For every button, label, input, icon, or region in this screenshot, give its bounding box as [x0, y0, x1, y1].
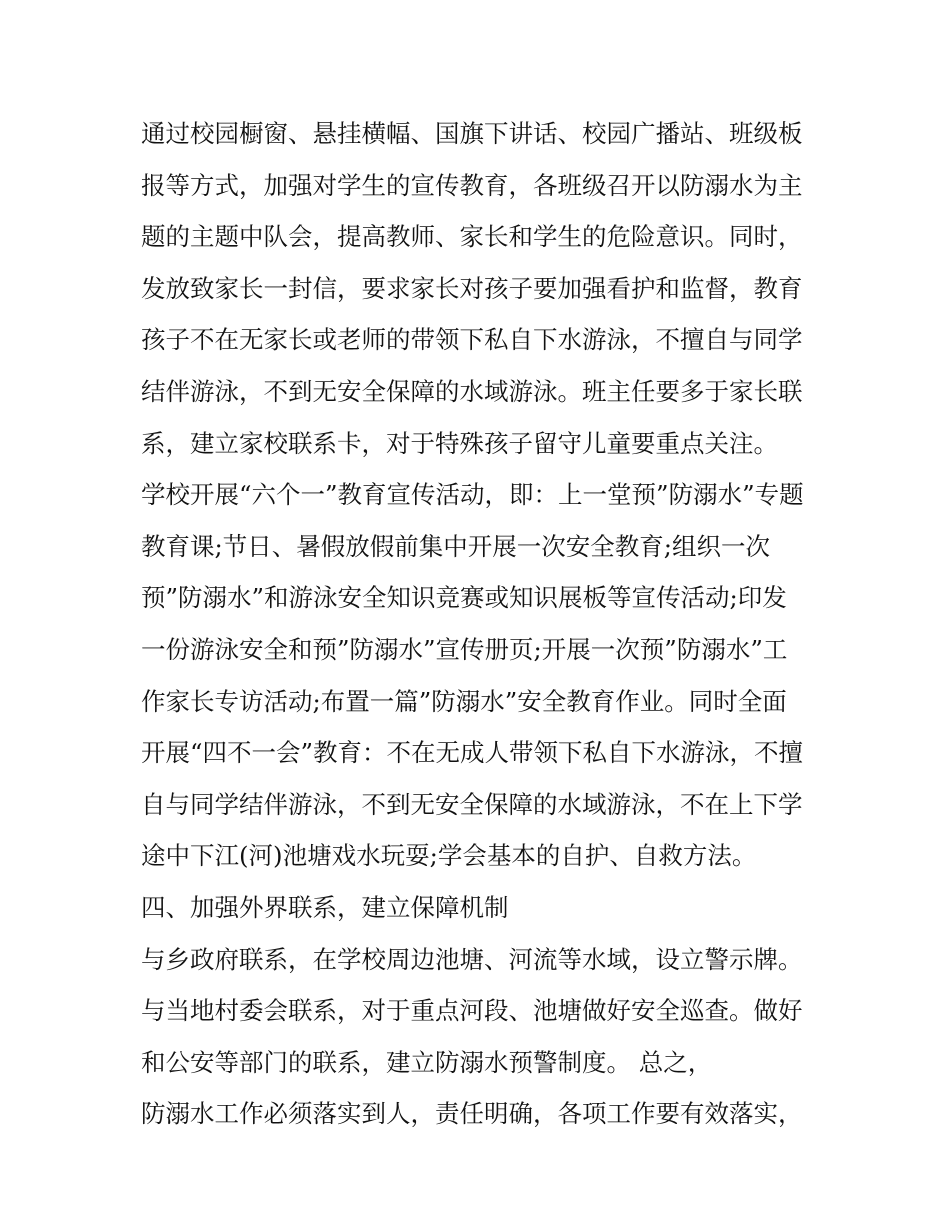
text-line: 自与同学结伴游泳，不到无安全保障的水域游泳，不在上下学	[141, 789, 803, 819]
text-line: 孩子不在无家长或老师的带领下私自下水游泳，不擅自与同学	[141, 325, 803, 355]
text-line: 与乡政府联系，在学校周边池塘、河流等水域，设立警示牌。	[141, 944, 803, 974]
text-line: 报等方式，加强对学生的宣传教育，各班级召开以防溺水为主	[141, 170, 803, 200]
text-line: 开展“四不一会”教育：不在无成人带领下私自下水游泳，不擅	[141, 738, 804, 768]
text-line: 系，建立家校联系卡，对于特殊孩子留守儿童要重点关注。	[141, 428, 778, 458]
text-line: 防溺水工作必须落实到人，责任明确，各项工作要有效落实，	[141, 1099, 803, 1129]
text-line: 教育课;节日、暑假放假前集中开展一次安全教育;组织一次	[141, 531, 771, 561]
text-line: 途中下江(河)池塘戏水玩耍;学会基本的自护、自救方法。	[141, 841, 757, 871]
text-line: 一份游泳安全和预”防溺水”宣传册页;开展一次预”防溺水”工	[141, 634, 788, 664]
section-heading: 四、加强外界联系，建立保障机制	[141, 892, 509, 922]
text-line: 结伴游泳，不到无安全保障的水域游泳。班主任要多于家长联	[141, 376, 803, 406]
document-body	[141, 108, 821, 1140]
text-line: 作家长专访活动;布置一篇”防溺水”安全教育作业。同时全面	[141, 686, 787, 716]
text-line: 预”防溺水”和游泳安全知识竞赛或知识展板等宣传活动;印发	[141, 583, 787, 613]
text-line: 题的主题中队会，提高教师、家长和学生的危险意识。同时，	[141, 222, 803, 252]
text-line: 学校开展“六个一”教育宣传活动，即：上一堂预”防溺水”专题	[141, 480, 804, 510]
text-line: 和公安等部门的联系，建立防溺水预警制度。 总之，	[141, 1047, 713, 1077]
text-line: 发放致家长一封信，要求家长对孩子要加强看护和监督，教育	[141, 273, 803, 303]
text-line: 通过校园橱窗、悬挂横幅、国旗下讲话、校园广播站、班级板	[141, 119, 803, 148]
text-line: 与当地村委会联系，对于重点河段、池塘做好安全巡查。做好	[141, 996, 803, 1026]
